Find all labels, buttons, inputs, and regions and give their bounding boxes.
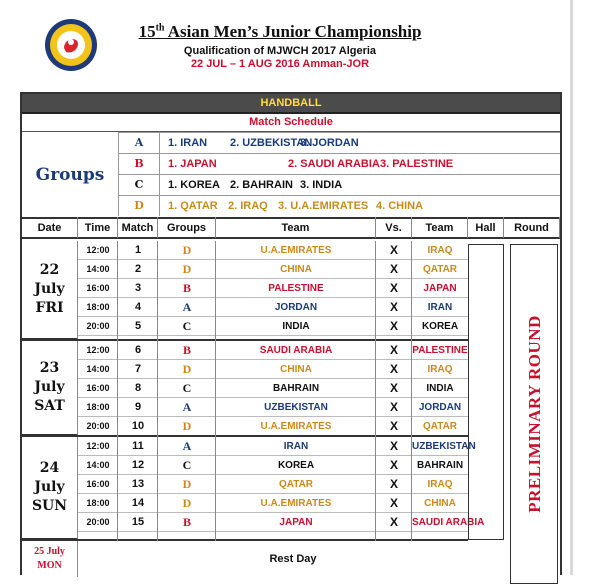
match-number: 15 [118,513,158,532]
match-schedule-heading: Match Schedule [22,114,560,132]
match-number: 2 [118,260,158,279]
match-number: 3 [118,279,158,298]
column-header: Team [216,217,376,239]
match-group: D [158,241,216,260]
match-group: C [158,317,216,336]
group-team: 3. PALESTINE [380,158,454,170]
date-day: 24 [39,460,60,476]
group-letter: A [118,133,160,153]
group-team: 2. IRAQ [228,200,268,212]
date-month: July [34,479,65,495]
match-group: C [158,379,216,398]
match-time: 12:00 [78,241,118,260]
match-time: 20:00 [78,417,118,436]
match-time: 14:00 [78,456,118,475]
away-team: PALESTINE [412,341,468,360]
date-weekday: SUN [31,498,68,514]
away-team: UZBEKISTAN [412,437,468,456]
group-team: 1. QATAR [168,200,218,212]
home-team: KOREA [216,456,376,475]
match-time: 16:00 [78,279,118,298]
away-team: JORDAN [412,398,468,417]
versus-mark: X [376,475,412,494]
column-header: Hall [468,217,504,239]
away-team: KOREA [412,317,468,336]
away-team: INDIA [412,379,468,398]
group-team: 3. U.A.EMIRATES [278,200,369,212]
versus-mark: X [376,317,412,336]
column-divider [411,241,412,541]
round-label: PRELIMINARY ROUND [525,315,545,513]
away-team: IRAQ [412,241,468,260]
group-letter: B [118,154,160,174]
away-team: IRAQ [412,360,468,379]
match-number: 9 [118,398,158,417]
match-group: D [158,260,216,279]
versus-mark: X [376,241,412,260]
match-time: 14:00 [78,260,118,279]
match-group: A [158,398,216,417]
versus-mark: X [376,398,412,417]
away-team: QATAR [412,417,468,436]
home-team: U.A.EMIRATES [216,241,376,260]
match-group: B [158,513,216,532]
group-team: 1. IRAN [168,137,208,149]
group-team: 4. CHINA [376,200,424,212]
versus-mark: X [376,298,412,317]
column-divider [215,241,216,541]
match-group: C [158,456,216,475]
match-group: D [158,360,216,379]
match-group: A [158,437,216,456]
group-team: 2. SAUDI ARABIA [288,158,380,170]
date-day: 22 [39,262,60,278]
match-group: B [158,341,216,360]
versus-mark: X [376,417,412,436]
group-letter: D [118,196,160,216]
match-group: D [158,494,216,513]
home-team: U.A.EMIRATES [216,417,376,436]
column-divider [375,241,376,541]
date-day: 23 [39,360,60,376]
versus-mark: X [376,379,412,398]
group-team: 3. INDIA [300,179,343,191]
day-date-cell [22,341,78,436]
match-time: 18:00 [78,298,118,317]
day-date-cell [22,241,78,340]
home-team: INDIA [216,317,376,336]
match-group: B [158,279,216,298]
groups-label: Groups [35,164,105,185]
versus-mark: X [376,456,412,475]
column-header: Time [78,217,118,239]
home-team: CHINA [216,360,376,379]
column-header: Groups [158,217,216,239]
schedule-sheet [20,92,562,575]
group-team: 2. UZBEKISTAN [230,137,313,149]
home-team: IRAN [216,437,376,456]
qualification-line: Qualification of MJWCH 2017 Algeria [183,45,377,57]
page-title: 15th Asian Men’s Junior Championship [138,22,422,41]
date-month: July [34,281,65,297]
column-header: Team [412,217,468,239]
date-month: July [34,379,65,395]
match-number: 7 [118,360,158,379]
match-group: A [158,298,216,317]
match-number: 11 [118,437,158,456]
match-time: 18:00 [78,494,118,513]
group-team: 3. JORDAN [300,137,359,149]
home-team: UZBEKISTAN [216,398,376,417]
group-row-b [118,153,560,174]
column-header: Vs. [376,217,412,239]
versus-mark: X [376,360,412,379]
versus-mark: X [376,513,412,532]
home-team: U.A.EMIRATES [216,494,376,513]
column-divider [117,241,118,541]
home-team: CHINA [216,260,376,279]
page-edge [570,0,573,575]
group-team: 1. KOREA [168,179,220,191]
versus-mark: X [376,437,412,456]
match-number: 10 [118,417,158,436]
match-time: 12:00 [78,341,118,360]
match-time: 20:00 [78,513,118,532]
away-team: IRAQ [412,475,468,494]
groups-table [22,132,560,219]
home-team: SAUDI ARABIA [216,341,376,360]
group-row-d [118,195,560,216]
away-team: BAHRAIN [412,456,468,475]
date-weekday: FRI [35,300,64,316]
home-team: JORDAN [216,298,376,317]
group-team: 1. JAPAN [168,158,217,170]
sport-banner: HANDBALL [22,94,560,114]
group-letter: C [118,175,160,195]
away-team: QATAR [412,260,468,279]
match-time: 20:00 [78,317,118,336]
rest-day-date: 25 July MON [22,541,78,577]
column-header: Date [22,217,78,239]
column-divider [157,241,158,541]
group-team: 2. BAHRAIN [230,179,293,191]
away-team: IRAN [412,298,468,317]
document-header [0,0,600,92]
versus-mark: X [376,494,412,513]
match-group: D [158,475,216,494]
home-team: QATAR [216,475,376,494]
column-header: Match [118,217,158,239]
match-number: 8 [118,379,158,398]
away-team: CHINA [412,494,468,513]
day-divider [22,435,468,437]
versus-mark: X [376,279,412,298]
match-time: 18:00 [78,398,118,417]
day-divider [22,339,468,341]
match-time: 16:00 [78,475,118,494]
home-team: PALESTINE [216,279,376,298]
match-number: 1 [118,241,158,260]
away-team: JAPAN [412,279,468,298]
match-time: 14:00 [78,360,118,379]
match-group: D [158,417,216,436]
match-time: 12:00 [78,437,118,456]
match-number: 4 [118,298,158,317]
match-number: 14 [118,494,158,513]
home-team: BAHRAIN [216,379,376,398]
column-header: Round [504,217,560,239]
match-number: 6 [118,341,158,360]
rest-day-label: Rest Day [269,553,317,565]
match-number: 12 [118,456,158,475]
ahf-logo-icon [44,18,98,72]
match-number: 5 [118,317,158,336]
match-time: 16:00 [78,379,118,398]
hall-column [468,244,504,540]
away-team: SAUDI ARABIA [412,513,468,532]
day-date-cell [22,437,78,540]
group-row-a [118,132,560,153]
match-number: 13 [118,475,158,494]
versus-mark: X [376,260,412,279]
group-row-c [118,174,560,195]
home-team: JAPAN [216,513,376,532]
event-dates: 22 JUL – 1 AUG 2016 Amman-JOR [190,58,370,70]
date-weekday: SAT [34,398,65,414]
versus-mark: X [376,341,412,360]
